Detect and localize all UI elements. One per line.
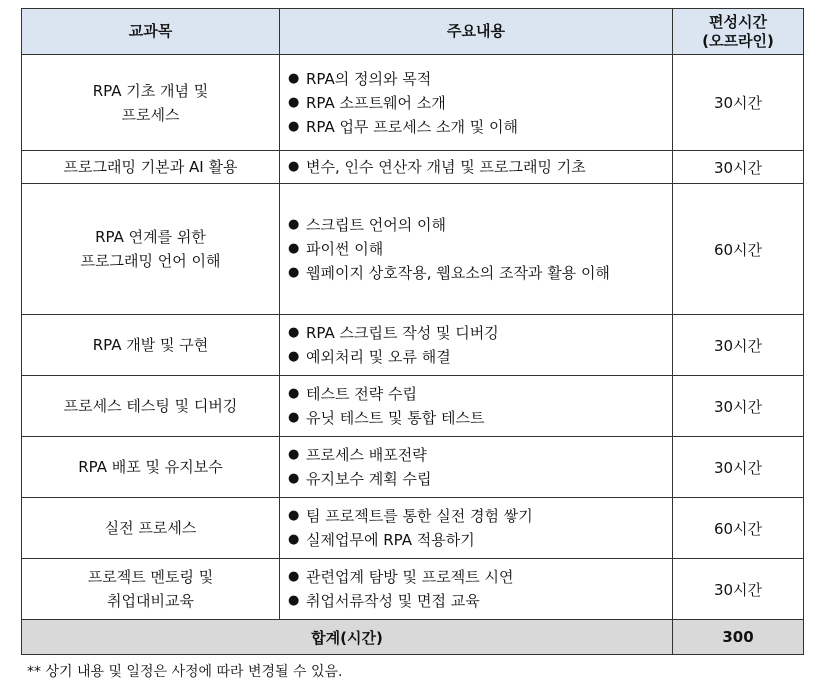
list-item <box>288 91 662 115</box>
table-row <box>22 184 804 315</box>
subject-line: RPA 배포 및 유지보수 <box>78 458 223 476</box>
header-subject: 교과목 <box>22 9 280 55</box>
list-item <box>288 261 662 285</box>
list-item-text: 테스트 전략 수립 <box>306 385 417 403</box>
hours-cell: 60시간 <box>673 184 804 315</box>
subject-line: 프로세스 <box>121 105 180 124</box>
subject-cell <box>22 315 280 376</box>
hours-cell: 30시간 <box>673 437 804 498</box>
list-item-text: 웹페이지 상호작용, 웹요소의 조작과 활용 이해 <box>306 264 610 282</box>
bullet-icon: ● <box>288 94 300 110</box>
subject-line: 실전 프로세스 <box>104 519 197 537</box>
total-value: 300 <box>673 620 804 655</box>
hours-cell: 60시간 <box>673 498 804 559</box>
subject-cell <box>22 55 280 151</box>
list-item-text: RPA의 정의와 목적 <box>306 69 432 88</box>
bullet-icon: ● <box>288 118 300 134</box>
table-row <box>22 437 804 498</box>
list-item-text: 프로세스 배포전략 <box>306 446 427 464</box>
hours-cell: 30시간 <box>673 55 804 151</box>
list-item-text: 팀 프로젝트를 통한 실전 경험 쌓기 <box>306 507 533 525</box>
table-row <box>22 315 804 376</box>
table-row <box>22 376 804 437</box>
total-label: 합계(시간) <box>22 620 673 655</box>
subject-cell <box>22 376 280 437</box>
subject-line: RPA 개발 및 구현 <box>92 336 209 354</box>
bullet-icon: ● <box>288 217 300 232</box>
list-item-text: 취업서류작성 및 면접 교육 <box>306 592 480 610</box>
list-item-text: 파이썬 이해 <box>306 240 384 258</box>
hours-cell: 30시간 <box>673 559 804 620</box>
list-item-text: 스크립트 언어의 이해 <box>306 216 446 234</box>
list-item <box>288 467 662 491</box>
table-row <box>22 559 804 620</box>
list-item <box>288 345 662 369</box>
list-item <box>288 406 662 430</box>
bullet-icon: ● <box>288 386 300 401</box>
list-item-text: 유닛 테스트 및 통합 테스트 <box>306 409 485 427</box>
content-cell <box>280 315 673 376</box>
hours-cell: 30시간 <box>673 376 804 437</box>
list-item <box>288 504 662 528</box>
list-item <box>288 67 662 91</box>
content-cell <box>280 498 673 559</box>
list-item <box>288 237 662 261</box>
header-hours-line2: (오프라인) <box>702 31 774 50</box>
subject-line: RPA 기초 개념 및 <box>92 81 209 100</box>
list-item-text: RPA 소프트웨어 소개 <box>306 93 446 112</box>
curriculum-table <box>21 8 804 655</box>
list-item-text: 예외처리 및 오류 해결 <box>306 348 451 366</box>
content-cell <box>280 437 673 498</box>
list-item <box>288 115 662 139</box>
list-item <box>288 155 662 179</box>
table-row <box>22 55 804 151</box>
content-list <box>288 67 662 139</box>
content-list <box>288 155 662 179</box>
subject-line: 프로그래밍 언어 이해 <box>80 252 221 270</box>
list-item-text: 실제업무에 RPA 적용하기 <box>306 531 475 549</box>
content-cell <box>280 376 673 437</box>
content-list <box>288 443 662 491</box>
bullet-icon: ● <box>288 241 300 256</box>
subject-line: 프로젝트 멘토링 및 <box>87 568 214 586</box>
content-cell <box>280 559 673 620</box>
list-item-text: 관련업계 탐방 및 프로젝트 시연 <box>306 568 514 586</box>
subject-cell <box>22 151 280 184</box>
list-item <box>288 382 662 406</box>
list-item-text: 유지보수 계획 수립 <box>306 470 432 488</box>
content-list <box>288 382 662 430</box>
hours-cell: 30시간 <box>673 151 804 184</box>
bullet-icon: ● <box>288 410 300 425</box>
list-item <box>288 565 662 589</box>
subject-cell <box>22 559 280 620</box>
subject-cell <box>22 498 280 559</box>
subject-line: 프로그래밍 기본과 AI 활용 <box>63 158 238 176</box>
content-cell <box>280 151 673 184</box>
table-header-row <box>22 9 804 55</box>
list-item-text: 변수, 인수 연산자 개념 및 프로그래밍 기초 <box>306 158 586 176</box>
header-hours-line1: 편성시간 <box>709 12 767 31</box>
list-item <box>288 589 662 613</box>
content-cell <box>280 55 673 151</box>
bullet-icon: ● <box>288 593 300 608</box>
bullet-icon: ● <box>288 508 300 523</box>
bullet-icon: ● <box>288 70 300 86</box>
content-list <box>288 213 662 285</box>
hours-cell: 30시간 <box>673 315 804 376</box>
list-item <box>288 321 662 345</box>
subject-cell <box>22 437 280 498</box>
bullet-icon: ● <box>288 532 300 547</box>
subject-cell <box>22 184 280 315</box>
total-row <box>22 620 804 655</box>
bullet-icon: ● <box>288 325 300 340</box>
content-list <box>288 504 662 552</box>
curriculum-rows <box>22 55 804 620</box>
list-item-text: RPA 스크립트 작성 및 디버깅 <box>306 324 499 342</box>
subject-line: 프로세스 테스팅 및 디버깅 <box>63 397 238 415</box>
content-list <box>288 321 662 369</box>
bullet-icon: ● <box>288 569 300 584</box>
subject-line: RPA 연계를 위한 <box>95 228 206 246</box>
table-row <box>22 498 804 559</box>
bullet-icon: ● <box>288 159 300 174</box>
content-cell <box>280 184 673 315</box>
content-list <box>288 565 662 613</box>
header-content: 주요내용 <box>280 9 673 55</box>
header-hours <box>673 9 804 55</box>
bullet-icon: ● <box>288 349 300 364</box>
table-row <box>22 151 804 184</box>
bullet-icon: ● <box>288 471 300 486</box>
bullet-icon: ● <box>288 265 300 280</box>
footnote: ** 상기 내용 및 일정은 사정에 따라 변경될 수 있음. <box>27 664 343 680</box>
bullet-icon: ● <box>288 447 300 462</box>
list-item-text: RPA 업무 프로세스 소개 및 이해 <box>306 117 519 136</box>
list-item <box>288 213 662 237</box>
list-item <box>288 443 662 467</box>
list-item <box>288 528 662 552</box>
subject-line: 취업대비교육 <box>107 592 194 610</box>
